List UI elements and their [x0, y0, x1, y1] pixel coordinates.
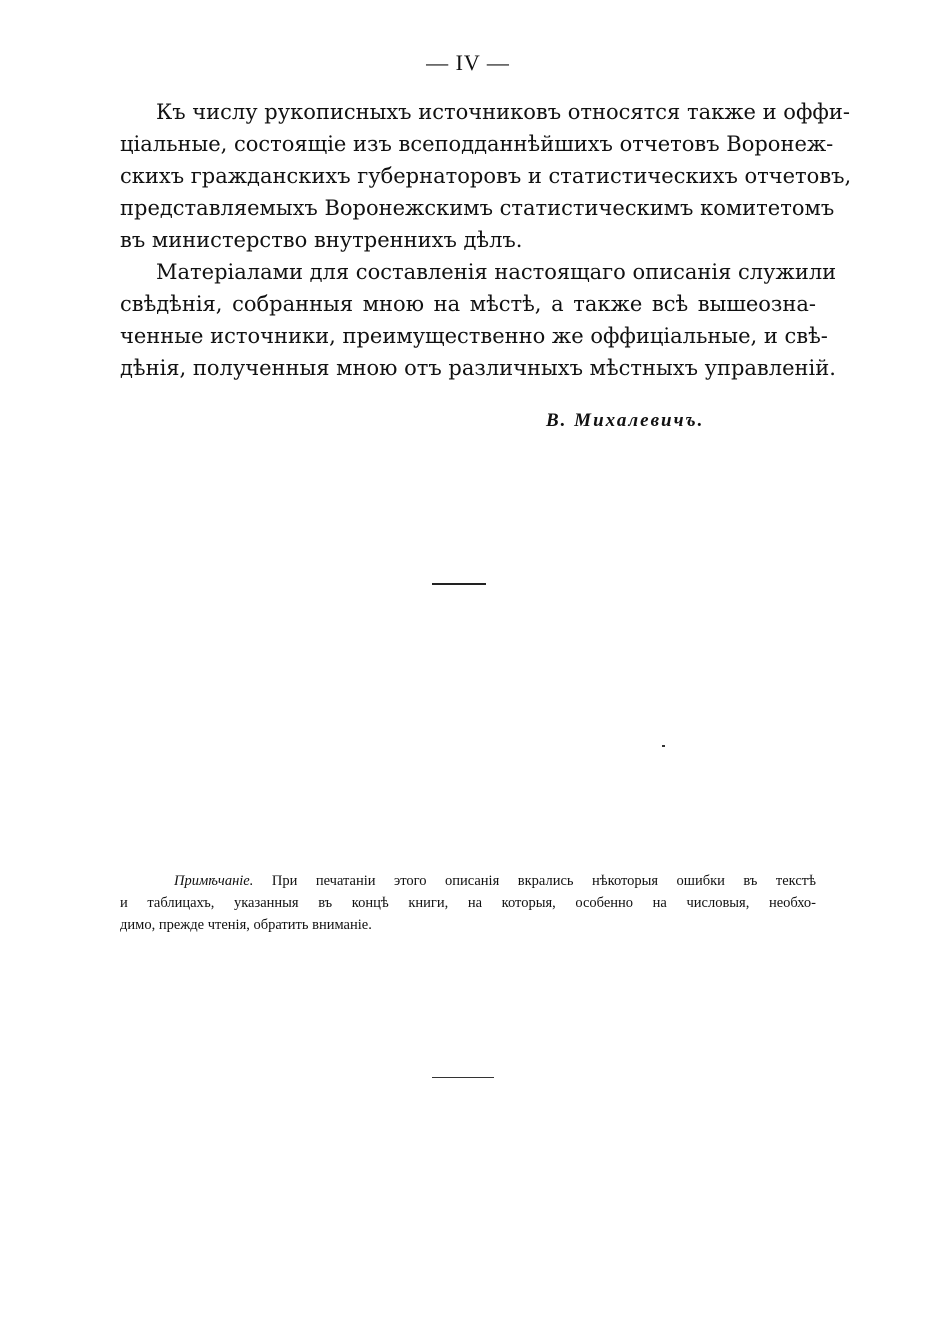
footnote-line: [120, 870, 816, 892]
text-line: ціальные, состоящіе изъ всеподданнѣйшихъ отчетовъ Воронеж-: [120, 132, 834, 156]
text-line: скихъ гражданскихъ губернаторовъ и статистическихъ отчетовъ,: [120, 164, 852, 188]
footnote-line: и таблицахъ, указанныя въ концѣ книги, на которыя, особенно на числовыя, необхо-: [120, 895, 816, 911]
text-line: представляемыхъ Воронежскимъ статистическимъ комитетомъ: [120, 196, 835, 220]
footnote-text: При печатаніи этого описанія вкрались нѣкоторыя ошибки въ текстѣ: [271, 873, 816, 889]
page-number: — IV —: [426, 50, 510, 75]
footnote-line: димо, прежде чтенія, обратить вниманіе.: [120, 917, 372, 933]
text-line: Къ числу рукописныхъ источниковъ относятся также и оффи-: [156, 100, 850, 124]
paragraph-1: [120, 96, 852, 256]
footnote: [120, 870, 816, 936]
author-signature: В. Михалевичъ.: [546, 410, 705, 431]
footnote-label: Примѣчаніе.: [174, 873, 254, 889]
text-line: Матеріалами для составленія настоящаго описанія служили: [156, 260, 837, 284]
text-line: дѣнія, полученныя мною отъ различныхъ мѣстныхъ управленій.: [120, 356, 836, 380]
paragraph-2: [120, 256, 837, 384]
text-line: свѣдѣнія, собранныя мною на мѣстѣ, а также всѣ вышеозна-: [120, 292, 816, 316]
text-line: въ министерство внутреннихъ дѣлъ.: [120, 228, 523, 252]
section-divider: [432, 583, 486, 585]
end-divider: [432, 1077, 494, 1078]
print-speck: [662, 745, 665, 747]
body-text: [120, 96, 852, 384]
text-line: ченные источники, преимущественно же оффиціальные, и свѣ-: [120, 324, 828, 348]
